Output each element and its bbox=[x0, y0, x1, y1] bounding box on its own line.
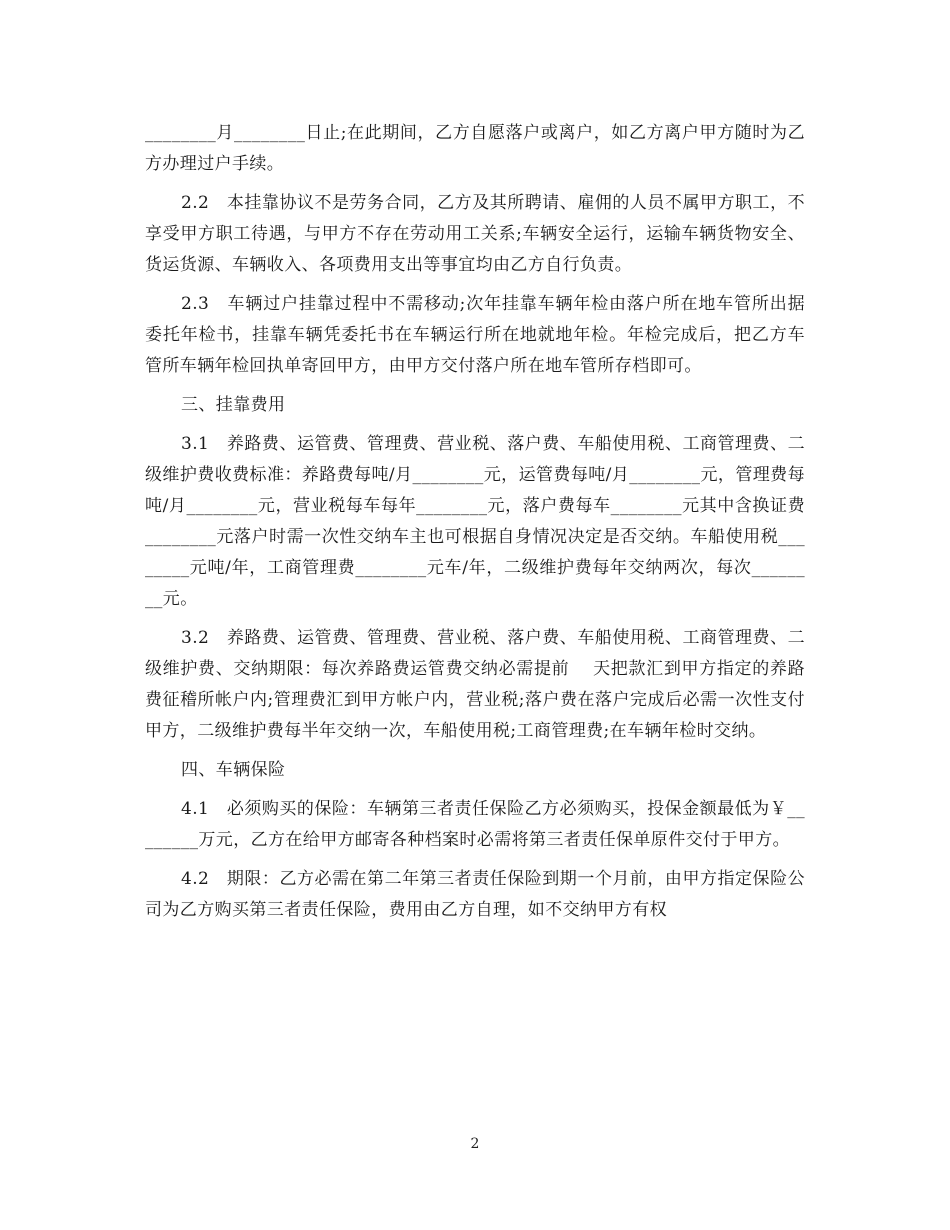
paragraph-2-3: 2.3 车辆过户挂靠过程中不需移动;次年挂靠车辆年检由落户所在地车管所出据委托年检书，挂靠车辆凭委托书在车辆运行所在地就地年检。年检完成后，把乙方车管所车辆年检回执单寄回甲方，由甲方交付落户所在地车管所存档即可。 bbox=[145, 294, 805, 376]
paragraph-2-2: 2.2 本挂靠协议不是劳务合同，乙方及其所聘请、雇佣的人员不属甲方职工，不享受甲方职工待遇，与甲方不存在劳动用工关系;车辆安全运行，运输车辆货物安全、货运货源、车辆收入、各项费用支出等事宜均由乙方自行负责。 bbox=[145, 193, 805, 275]
paragraph-4-2: 4.2 期限：乙方必需在第二年第三者责任保险到期一个月前，由甲方指定保险公司为乙方购买第三者责任保险，费用由乙方自理，如不交纳甲方有权 bbox=[145, 869, 805, 920]
section-heading-fees: 三、挂靠费用 bbox=[181, 395, 286, 415]
paragraph-continuation: ________月________日止;在此期间，乙方自愿落户或离户，如乙方离户甲方随时为乙方办理过户手续。 bbox=[145, 123, 805, 174]
paragraph-3-2: 3.2 养路费、运管费、管理费、营业税、落户费、车船使用税、工商管理费、二级维护费、交纳期限：每次养路费运管费交纳必需提前 天把款汇到甲方指定的养路费征稽所帐户内;管理费汇到甲方帐户内，营业税;落户费在落户完成后必需一次性支付甲方，二级维护费每半年交纳一次，车船使用税;工商管理费;在车辆年检时交纳。 bbox=[145, 628, 805, 741]
section-heading-insurance: 四、车辆保险 bbox=[181, 760, 286, 780]
paragraph-3-1: 3.1 养路费、运管费、管理费、营业税、落户费、车船使用税、工商管理费、二级维护费收费标准：养路费每吨/月________元，运管费每吨/月________元，管理费每吨/月________元，营业税每车每年________元，落户费每车________元其中含换证费________元落户时需一次性交纳车主也可根据自身情况决定是否交纳。车船使用税________元吨/年，工商管理费________元车/年，二级维护费每年交纳两次，每次________元。 bbox=[145, 434, 805, 609]
page-number: 2 bbox=[470, 1136, 480, 1152]
document-body bbox=[145, 118, 805, 934]
paragraph-4-1: 4.1 必须购买的保险：车辆第三者责任保险乙方必须购买，投保金额最低为￥________万元，乙方在给甲方邮寄各种档案时必需将第三者责任保单原件交付于甲方。 bbox=[145, 799, 805, 850]
